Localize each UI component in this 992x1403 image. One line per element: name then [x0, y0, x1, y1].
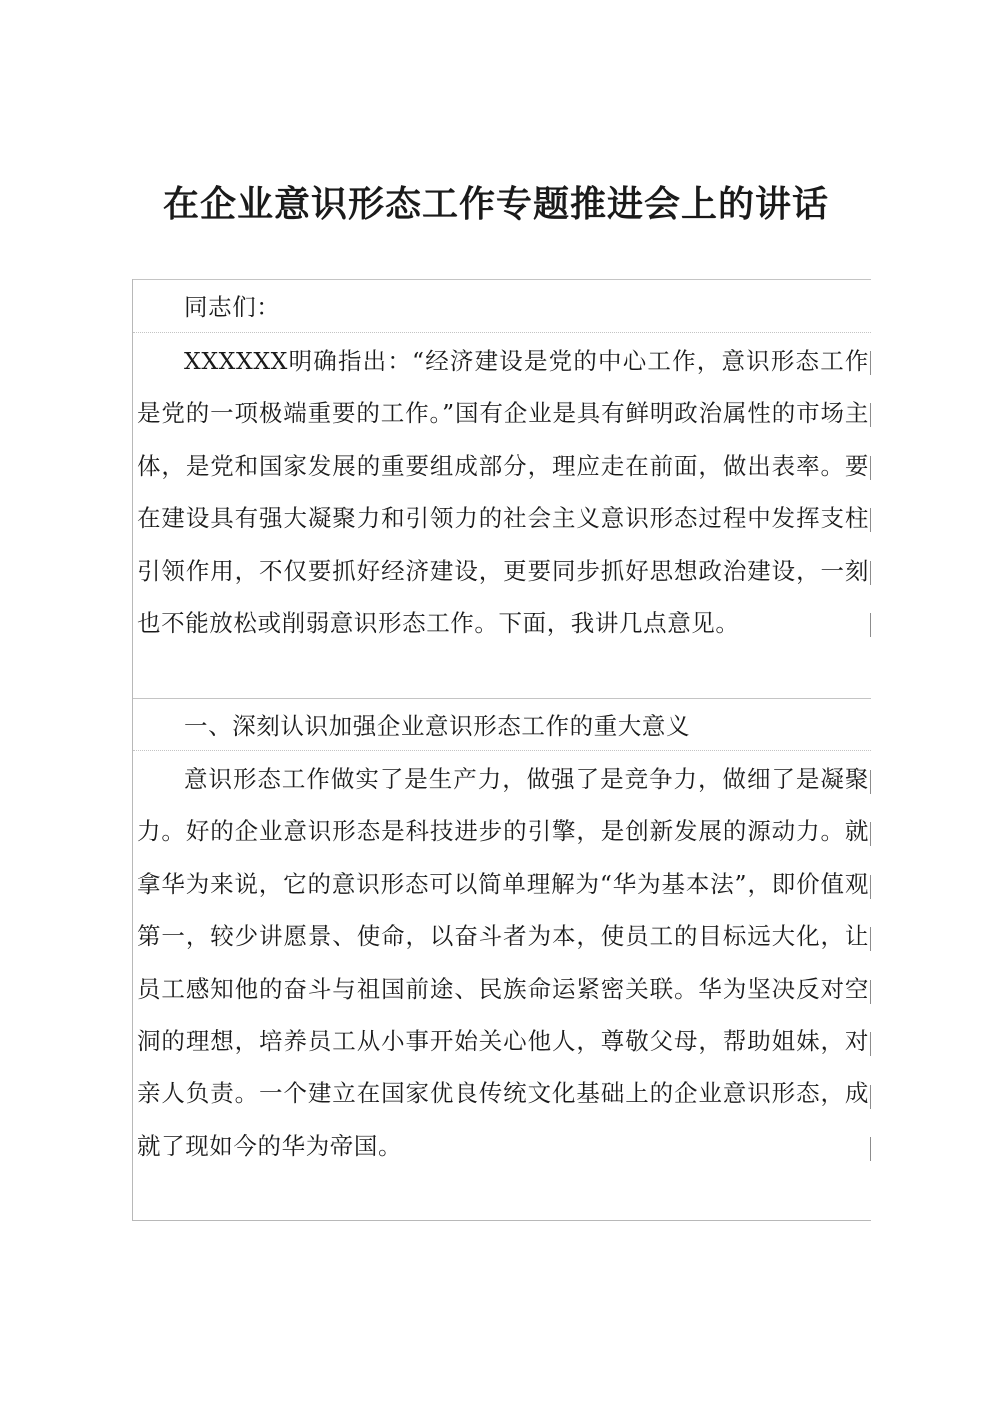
line-end-marker	[870, 927, 871, 951]
paragraph-significance: 意识形态工作做实了是生产力，做强了是竞争力，做细了是凝聚力。好的企业意识形态是科技进步的引擎，是创新发展的源动力。就拿华为来说，它的意识形态可以简单理解为“华为基本法”，即价值观第一，较少讲愿景、使命，以奋斗者为本，使员工的目标远大化，让员工感知他的奋斗与祖国前途、民族命运紧密关联。华为坚决反对空洞的理想，培养员工从小事开始关心他人，尊敬父母，帮助姐妹，对亲人负责。一个建立在国家优良传统文化基础上的企业意识形态，成就了现如今的华为帝国。	[137, 765, 869, 1160]
line-end-marker	[870, 1137, 871, 1161]
paragraph-intro: XXXXXX明确指出：“经济建设是党的中心工作，意识形态工作是党的一项极端重要的工作。”国有企业是具有鲜明政治属性的市场主体，是党和国家发展的重要组成部分，理应走在前面，做出表率。要在建设具有强大凝聚力和引领力的社会主义意识形态过程中发挥支柱引领作用，不仅要抓好经济建设，更要同步抓好思想政治建设，一刻也不能放松或削弱意识形态工作。下面，我讲几点意见。	[137, 347, 869, 638]
line-end-marker	[870, 456, 871, 480]
line-end-marker	[870, 1085, 871, 1109]
document-title: 在企业意识形态工作专题推进会上的讲话	[162, 183, 829, 225]
divider-line	[133, 279, 871, 280]
line-end-marker	[870, 770, 871, 794]
document-body	[132, 279, 871, 1221]
line-end-marker	[870, 613, 871, 637]
line-end-marker	[870, 561, 871, 585]
line-end-marker	[870, 980, 871, 1004]
line-end-marker	[870, 351, 871, 375]
greeting: 同志们：	[184, 293, 281, 321]
line-end-marker	[870, 1032, 871, 1056]
section-heading: 一、深刻认识加强企业意识形态工作的重大意义	[184, 712, 691, 740]
line-end-marker	[870, 822, 871, 846]
line-end-marker	[870, 875, 871, 899]
line-end-marker	[870, 403, 871, 427]
line-end-marker	[870, 508, 871, 532]
line-end-markers	[870, 279, 872, 1221]
